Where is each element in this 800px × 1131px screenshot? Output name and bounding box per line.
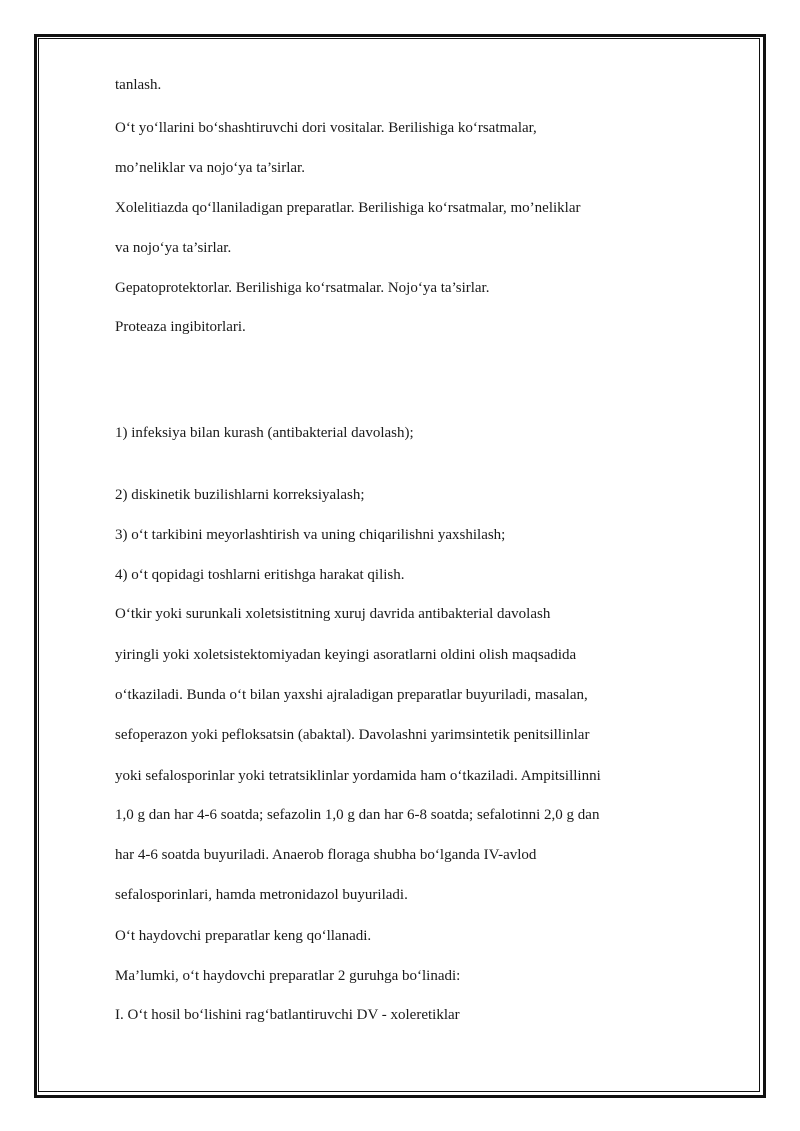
text-line: Gepatoprotektorlar. Berilishiga ko‘rsatmalar. Nojo‘ya ta’sirlar. [115,280,490,296]
text-line: mo’neliklar va nojo‘ya ta’sirlar. [115,160,305,176]
list-item: 2) diskinetik buzilishlarni korreksiyalash; [115,487,365,503]
text-line: va nojo‘ya ta’sirlar. [115,240,232,256]
text-line: Proteaza ingibitorlari. [115,319,246,335]
text-line: yoki sefalosporinlar yoki tetratsiklinlar yordamida ham o‘tkaziladi. Ampitsillinni [115,768,601,784]
text-line: sefoperazon yoki pefloksatsin (abaktal). Davolashni yarimsintetik penitsillinlar [115,727,590,743]
text-line: o‘tkaziladi. Bunda o‘t bilan yaxshi ajraladigan preparatlar buyuriladi, masalan, [115,687,588,703]
text-line: har 4-6 soatda buyuriladi. Anaerob floraga shubha bo‘lganda IV-avlod [115,847,537,863]
text-line: O‘tkir yoki surunkali xoletsistitning xuruj davrida antibakterial davolash [115,606,551,622]
text-line: Xolelitiazda qo‘llaniladigan preparatlar. Berilishiga ko‘rsatmalar, mo’neliklar [115,200,581,216]
text-line: tanlash. [115,77,162,93]
list-item: 4) o‘t qopidagi toshlarni eritishga harakat qilish. [115,567,405,583]
list-item: 1) infeksiya bilan kurash (antibakterial davolash); [115,425,414,441]
text-line: 1,0 g dan har 4-6 soatda; sefazolin 1,0 g dan har 6-8 soatda; sefalotinni 2,0 g dan [115,807,600,823]
text-line: Ma’lumki, o‘t haydovchi preparatlar 2 guruhga bo‘linadi: [115,968,461,984]
text-line: O‘t yo‘llarini bo‘shashtiruvchi dori vositalar. Berilishiga ko‘rsatmalar, [115,120,537,136]
text-line: I. O‘t hosil bo‘lishini rag‘batlantiruvchi DV - xoleretiklar [115,1007,460,1023]
text-line: O‘t haydovchi preparatlar keng qo‘llanadi. [115,928,372,944]
list-item: 3) o‘t tarkibini meyorlashtirish va uning chiqarilishni yaxshilash; [115,527,506,543]
text-line: yiringli yoki xoletsistektomiyadan keyingi asoratlarni oldini olish maqsadida [115,647,577,663]
text-line: sefalosporinlari, hamda metronidazol buyuriladi. [115,887,408,903]
